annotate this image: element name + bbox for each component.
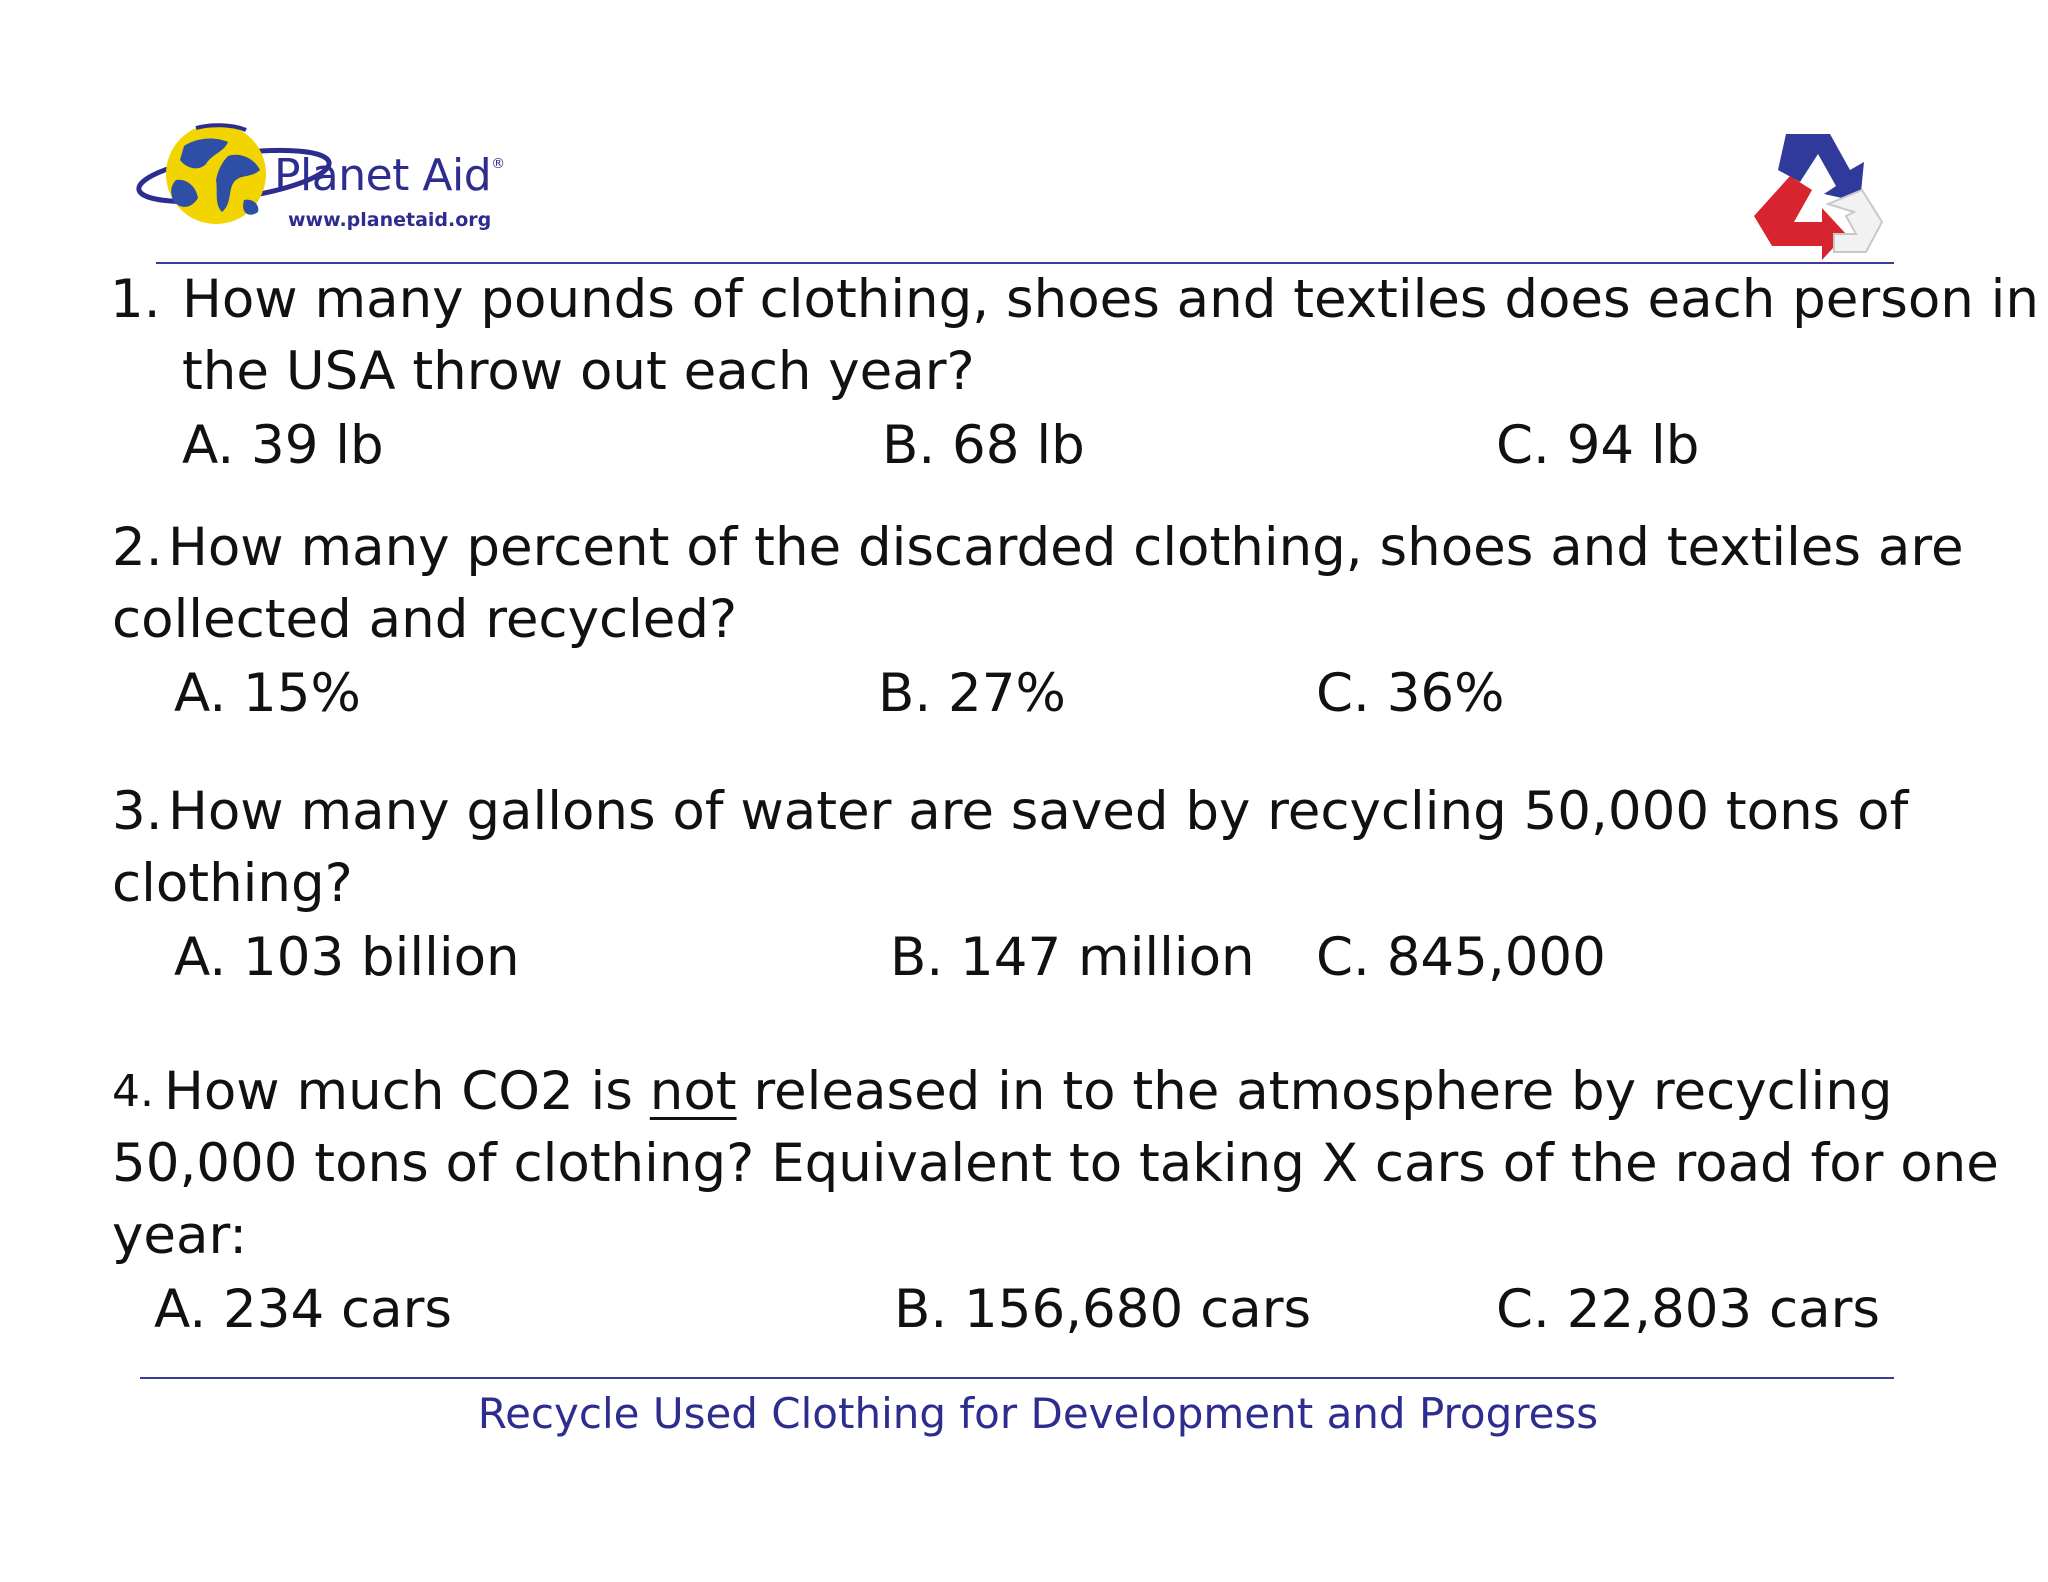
- question-2-line-2: collected and recycled?: [112, 589, 738, 650]
- emphasis-not: not: [649, 1061, 737, 1122]
- question-3-number: 3.: [112, 781, 163, 842]
- question-1-option-c: C. 94 lb: [1496, 415, 1700, 476]
- question-4-option-c: C. 22,803 cars: [1496, 1279, 1881, 1340]
- question-2-option-b: B. 27%: [878, 663, 1066, 724]
- question-1-line-2: the USA throw out each year?: [182, 341, 975, 402]
- planet-aid-logo: [136, 116, 536, 246]
- question-2-option-c: C. 36%: [1316, 663, 1505, 724]
- question-4-option-a: A. 234 cars: [154, 1279, 453, 1340]
- question-2-option-a: A. 15%: [174, 663, 361, 724]
- question-3-option-a: A. 103 billion: [174, 927, 520, 988]
- logo-url: www.planetaid.org: [288, 209, 492, 231]
- question-3-option-c: C. 845,000: [1316, 927, 1606, 988]
- question-3-option-b: B. 147 million: [890, 927, 1255, 988]
- question-4-line-3: year:: [112, 1205, 248, 1266]
- question-2-number: 2.: [112, 517, 163, 578]
- question-1-option-a: A. 39 lb: [182, 415, 384, 476]
- logo-name: Planet Aid®: [274, 150, 505, 201]
- footer-tagline: Recycle Used Clothing for Development and Progress: [477, 1389, 1599, 1438]
- question-4-line-1: How much CO2 is not released in to the atmosphere by recycling: [164, 1061, 1893, 1122]
- question-1-number: 1.: [110, 269, 161, 330]
- question-4-option-b: B. 156,680 cars: [894, 1279, 1312, 1340]
- question-1-line-1: How many pounds of clothing, shoes and textiles does each person in: [182, 269, 2039, 330]
- question-3-line-2: clothing?: [112, 853, 353, 914]
- footer-divider: [140, 1377, 1894, 1379]
- question-4-line-2: 50,000 tons of clothing? Equivalent to taking X cars of the road for one: [112, 1133, 1999, 1194]
- question-1-option-b: B. 68 lb: [882, 415, 1085, 476]
- question-2-line-1: How many percent of the discarded clothing, shoes and textiles are: [168, 517, 1964, 578]
- recycle-arrows-icon: [1742, 124, 1892, 264]
- question-4-number: 4.: [112, 1066, 154, 1117]
- question-3-line-1: How many gallons of water are saved by recycling 50,000 tons of: [168, 781, 1909, 842]
